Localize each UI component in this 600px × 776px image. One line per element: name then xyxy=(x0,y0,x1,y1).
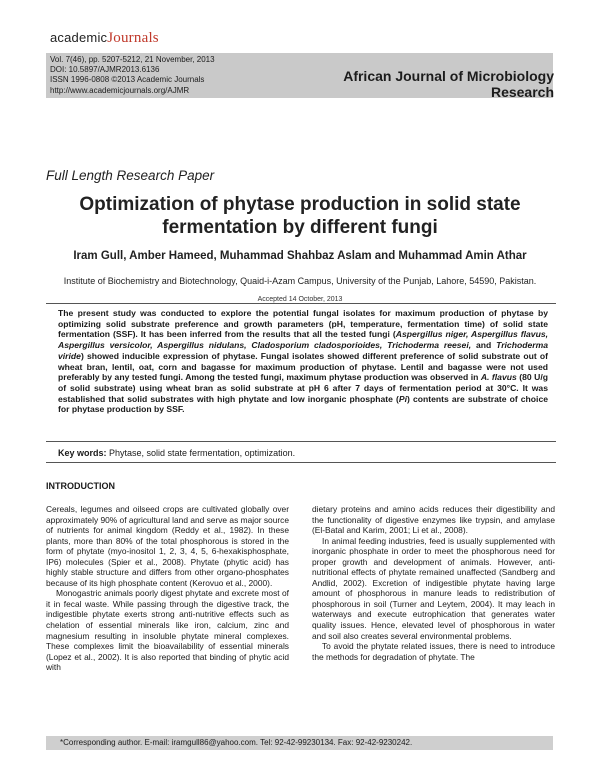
abstract xyxy=(58,308,548,415)
affiliation: Institute of Biochemistry and Biotechnology, Quaid-i-Azam Campus, University of the Punjab, Lahore, 54590, Pakistan. xyxy=(63,276,537,286)
section-heading-introduction: INTRODUCTION xyxy=(46,481,115,491)
issn-line: ISSN 1996-0808 ©2013 Academic Journals xyxy=(50,75,205,85)
abstract-text-3: (80 U/g of solid substrate) using wheat bran as solid substrate at pH 6 after 7 days of fermentation period at 30°C. It was established that solid substrates with high phytate and low inorganic phosphate ( xyxy=(58,372,548,404)
abstract-trichoderma: Trichoderma viride xyxy=(58,340,549,361)
accepted-date: Accepted 14 October, 2013 xyxy=(257,296,343,303)
abstract-text-4: ) contents are substrate of choice for phytase production by SSF. xyxy=(58,393,549,415)
brand-part2: Journals xyxy=(107,30,159,46)
abstract-text-1: The present study was conducted to explore the potential fungal isolates for maximum production of phytase by optimizing solid substrate preference and growth parameters (pH, temperature, fermentation time) of solid state fermentation (SSF). It has been inferred from the results that all the tested fungi ( xyxy=(58,308,548,340)
journal-name: African Journal of Microbiology Research xyxy=(343,68,554,100)
publisher-logo xyxy=(50,30,159,47)
intro-right-column xyxy=(312,504,555,662)
paper-type: Full Length Research Paper xyxy=(46,168,215,183)
abstract-pi: Pi xyxy=(398,393,408,404)
paper-title: Optimization of phytase production in solid state fermentation by different fungi xyxy=(79,194,521,238)
abstract-a-flavus: A. flavus xyxy=(480,372,517,383)
url-line[interactable]: http://www.academicjournals.org/AJMR xyxy=(50,85,190,95)
doi-line[interactable]: DOI: 10.5897/AJMR2013.6136 xyxy=(50,65,160,75)
abstract-bottom-rule xyxy=(46,441,556,442)
intro-paragraph: dietary proteins and amino acids reduces their digestibility and the functionality of digestive enzymes like trypsin, and amylase (El-Batal and Karim, 2001; Li et al., 2008). xyxy=(312,504,555,536)
abstract-fungi-list: Aspergillus niger, Aspergillus flavus, Aspergillus versicolor, Aspergillus nidulans, Cladosporium cladosporioides, Trichoderma reesei, xyxy=(58,329,548,351)
abstract-top-rule xyxy=(46,303,556,304)
keywords-text: Phytase, solid state fermentation, optimization. xyxy=(106,448,296,458)
brand-part1: academic xyxy=(50,30,108,45)
abstract-and: and xyxy=(471,340,497,351)
keywords-rule xyxy=(46,462,556,463)
intro-paragraph: Monogastric animals poorly digest phytate and excrete most of it in fecal waste. While passing through the digestive track, the indigestible phytate exerts strong anti-nutritive effects such as chelation of essential minerals like iron, calcium, zinc and magnesium resulting in insoluble phytate mineral complexes. These complexes limit the bioavailability of essential minerals (Lopez et al., 2002). It is also reported that binding of phytic acid with xyxy=(46,588,289,673)
authors: Iram Gull, Amber Hameed, Muhammad Shahbaz Aslam and Muhammad Amin Athar xyxy=(73,250,527,262)
publication-meta xyxy=(50,55,290,96)
keywords-label: Key words: xyxy=(58,448,107,458)
intro-paragraph: Cereals, legumes and oilseed crops are cultivated globally over approximately 90% of agricultural land and serve as major source of nutrients for animal kingdom (Reddy et al., 1982). In these plants, more than 80% of the total phosphorous is stored in the form of phytate (myo-inositol 1, 2, 3, 4, 5, 6-hexakisphosphate, IP6) molecules (Spier et al., 2008). Phytate (phytic acid) has highly stable structure and differs from other organo-phosphates because of its high phosphate content (Kerovuo et al., 2000). xyxy=(46,504,289,588)
intro-left-column xyxy=(46,504,289,673)
volume-line: Vol. 7(46), pp. 5207-5212, 21 November, 2013 xyxy=(50,55,215,64)
corresponding-author: *Corresponding author. E-mail: iramgull86@yahoo.com. Tel: 92-42-99230134. Fax: 92-42-9230242. xyxy=(60,738,413,747)
intro-paragraph: To avoid the phytate related issues, there is need to introduce the methods for degradation of phytate. The xyxy=(312,641,555,662)
keywords xyxy=(58,448,295,458)
intro-paragraph: In animal feeding industries, feed is usually supplemented with inorganic phosphate in order to meet the phosphorous need for proper growth and development of animals. However, anti-nutritional effects of phytate remained unaffected (Sandberg and Andlid, 2002). Excretion of indigestible phytate having large amount of phosphorous in manure leads to redistribution of phosphorous in soil (Turner and Leytem, 2004). It may leach in waterways and execute eutrophication that generates water quality issues. Hence, elevated level of phosphorous in water and soil also creates several environmental problems. xyxy=(312,535,555,641)
abstract-text-2: ) showed inducible expression of phytase. Fungal isolates showed different preference of solid substrate out of wheat bran, lentil, oat, corn and bagasse for maximum production of phytase. Lentil and bagasse were not used preferably by any tested fungi. Among the tested fungi, maximum phytase production was observed in xyxy=(58,350,548,383)
